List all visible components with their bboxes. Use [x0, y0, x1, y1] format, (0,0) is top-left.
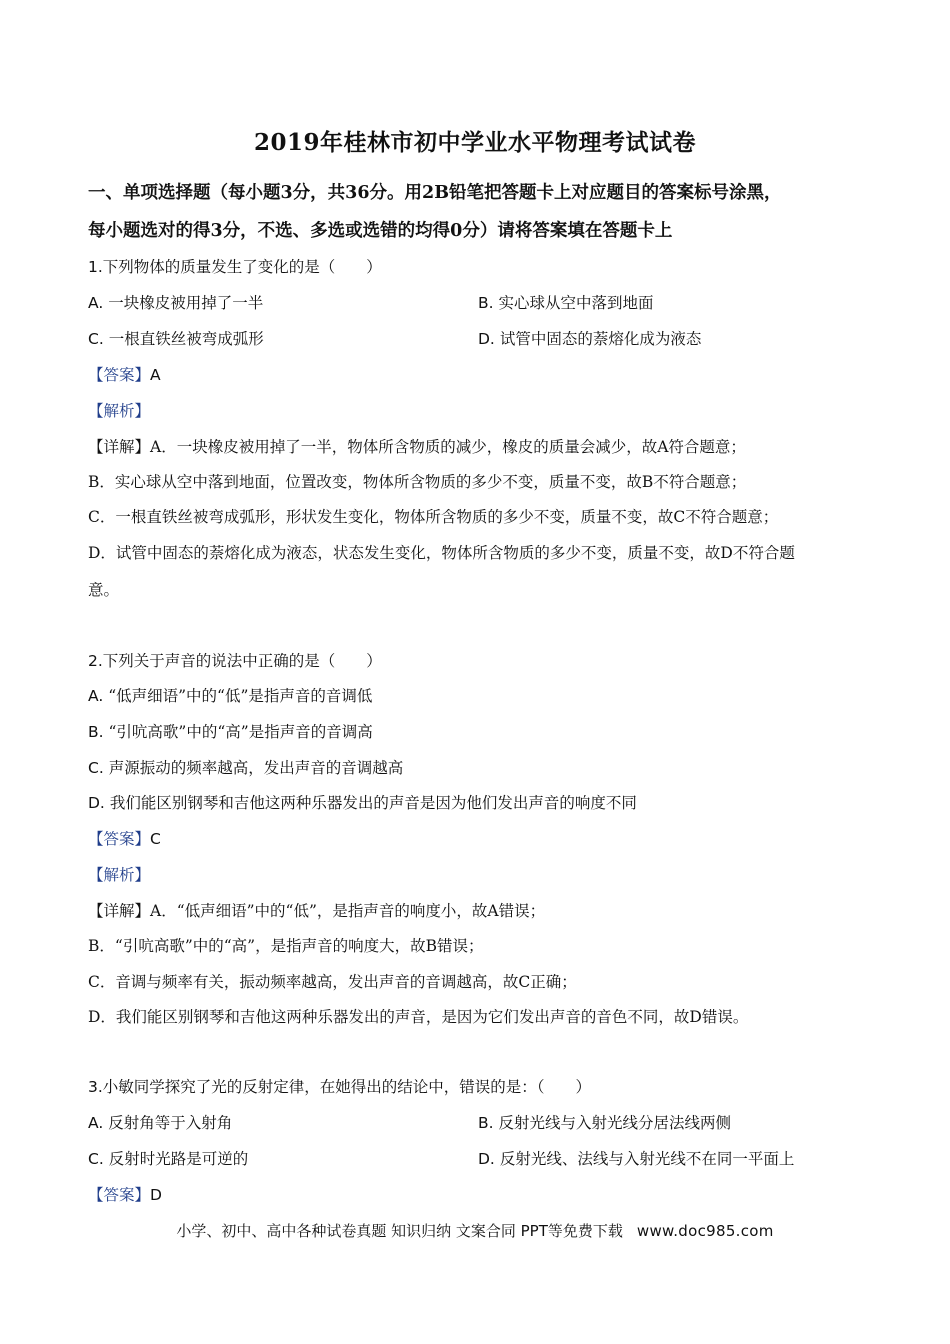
question-1-detail-2: B．实心球从空中落到地面，位置改变，物体所含物质的多少不变，质量不变，故B不符合题意； [88, 473, 747, 491]
page-title: 2019年桂林市初中学业水平物理考试试卷 [253, 129, 696, 156]
question-1-option-c [88, 329, 264, 349]
option-text: 一块橡皮被用掉了一半 [108, 294, 264, 312]
option-label: A. [88, 687, 104, 705]
question-2-option-a [88, 686, 372, 706]
option-label: D. [478, 1150, 495, 1168]
option-text: “引吭高歌”中的“高”是指声音的音调高 [108, 723, 373, 741]
question-1-analysis-tag: 【解析】 [88, 402, 151, 420]
section-heading-line-1: 一、单项选择题（每小题3分，共36分。用2B铅笔把答题卡上对应题目的答案标号涂黑， [88, 183, 782, 203]
page-footer [0, 1220, 950, 1241]
question-3-option-b [478, 1113, 731, 1133]
option-text: 反射角等于入射角 [108, 1114, 233, 1132]
question-1-option-b [478, 293, 654, 313]
option-text: 反射光线、法线与入射光线不在同一平面上 [499, 1150, 795, 1168]
option-label: B. [88, 723, 104, 741]
option-label: C. [88, 1150, 104, 1168]
option-text: 反射光线与入射光线分居法线两侧 [498, 1114, 732, 1132]
answer-tag: 【答案】 [88, 1186, 151, 1204]
option-label: D. [88, 794, 105, 812]
question-3-stem: 3.小敏同学探究了光的反射定律，在她得出的结论中，错误的是：（ ） [88, 1078, 592, 1096]
question-1-option-d [478, 329, 701, 349]
question-2-option-d [88, 793, 637, 813]
option-label: B. [478, 1114, 494, 1132]
question-1-detail-1 [88, 437, 746, 457]
option-label: D. [478, 330, 495, 348]
question-1-detail-3: C．一根直铁丝被弯成弧形，形状发生变化，物体所含物质的多少不变，质量不变，故C不符合题意； [88, 508, 779, 526]
question-1-option-a [88, 293, 263, 313]
question-2-option-b [88, 722, 373, 742]
answer-tag: 【答案】 [88, 366, 151, 384]
option-label: B. [478, 294, 494, 312]
question-2-detail-1 [88, 901, 545, 921]
question-2-detail-4: D．我们能区别钢琴和吉他这两种乐器发出的声音，是因为它们发出声音的音色不同，故D错误。 [88, 1008, 749, 1026]
answer-tag: 【答案】 [88, 830, 151, 848]
question-3-option-a [88, 1113, 232, 1133]
option-text: “低声细语”中的“低”是指声音的音调低 [108, 687, 373, 705]
question-2-option-c [88, 758, 403, 778]
option-label: C. [88, 759, 104, 777]
detail-tag: 【详解】 [88, 902, 151, 920]
option-label: A. [88, 294, 104, 312]
footer-text: 小学、初中、高中各种试卷真题 知识归纳 文案合同 PPT等免费下载 [176, 1222, 623, 1240]
question-2-detail-2: B．“引吭高歌”中的“高”，是指声音的响度大，故B错误； [88, 937, 484, 955]
question-3-option-d [478, 1149, 794, 1169]
section-heading-line-2: 每小题选对的得3分，不选、多选或选错的均得0分）请将答案填在答题卡上 [88, 221, 673, 241]
option-text: 我们能区别钢琴和吉他这两种乐器发出的声音是因为他们发出声音的响度不同 [109, 794, 637, 812]
option-text: 一根直铁丝被弯成弧形 [108, 330, 264, 348]
question-1-detail-4: D．试管中固态的萘熔化成为液态，状态发生变化，物体所含物质的多少不变，质量不变，故D不符合题 [88, 544, 795, 562]
detail-text: A．一块橡皮被用掉了一半，物体所含物质的减少，橡皮的质量会减少，故A符合题意； [150, 438, 746, 456]
footer-url: www.doc985.com [636, 1222, 774, 1240]
question-2-stem: 2.下列关于声音的说法中正确的是（ ） [88, 652, 382, 670]
question-2-detail-3: C．音调与频率有关，振动频率越高，发出声音的音调越高，故C正确； [88, 973, 577, 991]
option-label: C. [88, 330, 104, 348]
question-1-stem: 1.下列物体的质量发生了变化的是（ ） [88, 258, 382, 276]
question-2-analysis-tag: 【解析】 [88, 866, 151, 884]
option-text: 试管中固态的萘熔化成为液态 [499, 330, 702, 348]
option-text: 反射时光路是可逆的 [108, 1150, 249, 1168]
question-2-answer [88, 829, 161, 849]
option-label: A. [88, 1114, 104, 1132]
detail-text: A．“低声细语”中的“低”，是指声音的响度小，故A错误； [150, 902, 546, 920]
option-text: 实心球从空中落到地面 [498, 294, 654, 312]
question-1-detail-5: 意。 [88, 581, 120, 599]
question-3-answer [88, 1185, 162, 1205]
answer-value: D [150, 1186, 162, 1204]
question-1-answer [88, 365, 161, 385]
answer-value: C [150, 830, 161, 848]
question-3-option-c [88, 1149, 248, 1169]
detail-tag: 【详解】 [88, 438, 151, 456]
answer-value: A [150, 366, 161, 384]
option-text: 声源振动的频率越高，发出声音的音调越高 [108, 759, 404, 777]
